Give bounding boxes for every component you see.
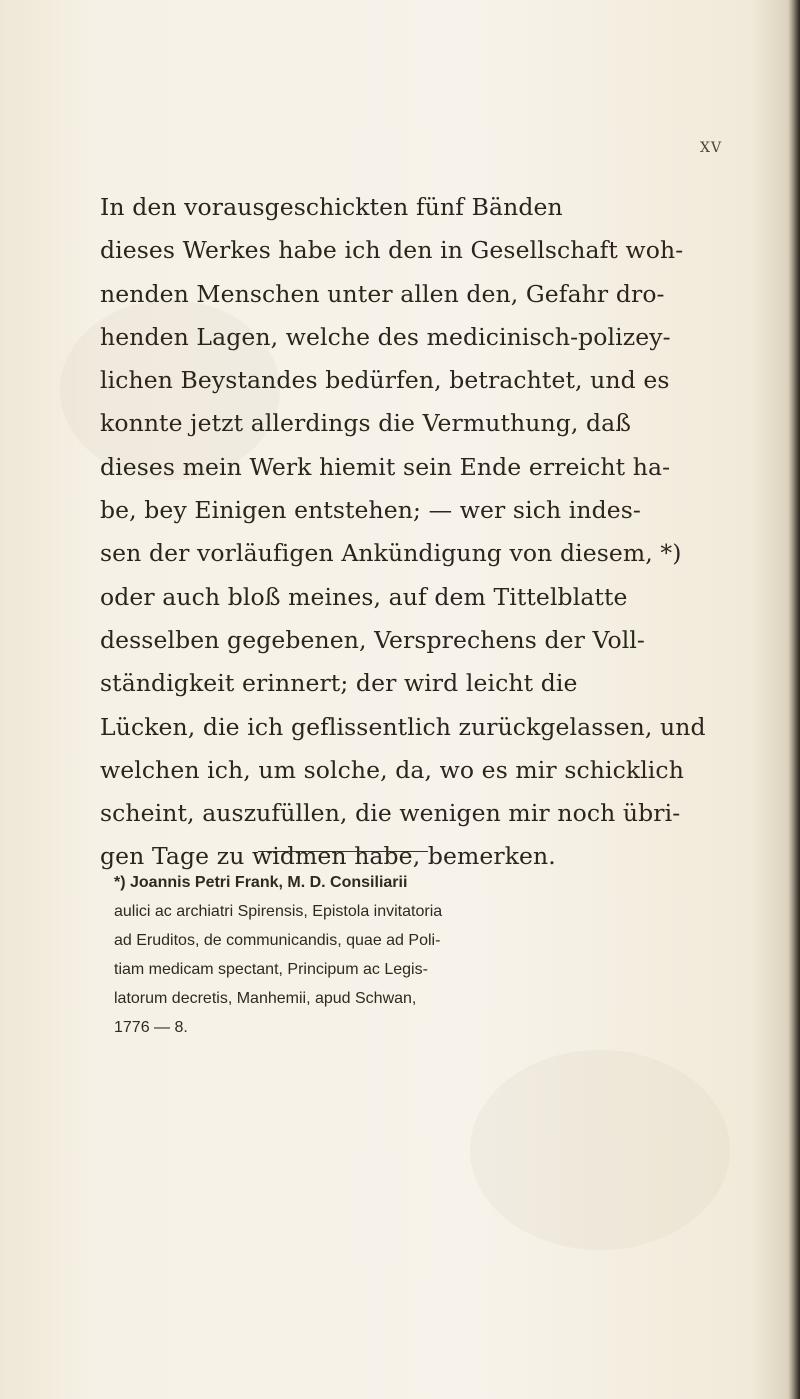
text-line: henden Lagen, welche des medicinisch-polizey- — [100, 322, 671, 351]
text-line: ständigkeit erinnert; der wird leicht die — [100, 669, 578, 698]
text-line: dieses Werkes habe ich den in Gesellschaft woh- — [100, 236, 684, 265]
text-line: welchen ich, um solche, da, wo es mir schicklich — [100, 755, 684, 784]
text-line: In den vorausgeschickten fünf Bänden — [100, 193, 563, 221]
footnote-line: ad Eruditos, de communicandis, quae ad Poli- — [114, 932, 441, 949]
text-line: scheint, auszufüllen, die wenigen mir noch übri- — [100, 799, 681, 828]
text-line: Lücken, die ich geflissentlich zurückgelassen, und — [100, 712, 706, 741]
main-text — [100, 186, 740, 879]
page-edge-shadow — [788, 0, 800, 1399]
footnote-line: latorum decretis, Manhemii, apud Schwan, — [114, 990, 417, 1007]
page-number: XV — [700, 140, 723, 156]
text-line: lichen Beystandes bedürfen, betrachtet, und es — [100, 366, 670, 395]
footnote-line: aulici ac archiatri Spirensis, Epistola invitatoria — [114, 903, 443, 920]
text-line: konnte jetzt allerdings die Vermuthung, daß — [100, 409, 632, 438]
text-line: dieses mein Werk hiemit sein Ende erreicht ha- — [100, 452, 671, 481]
text-line: gen Tage zu widmen habe, bemerken. — [100, 842, 556, 871]
footnote-divider — [258, 851, 428, 852]
text-line: nenden Menschen unter allen den, Gefahr dro- — [100, 279, 665, 308]
text-line: sen der vorläufigen Ankündigung von diesem, *) — [100, 539, 682, 568]
paper-stain — [470, 1050, 730, 1250]
footnote-line: tiam medicam spectant, Principum ac Legis- — [114, 961, 428, 978]
footnote-line: 1776 — 8. — [114, 1019, 188, 1036]
footnote — [114, 868, 754, 1042]
text-line: oder auch bloß meines, auf dem Tittelblatte — [100, 582, 628, 611]
footnote-line: *) Joannis Petri Frank, M. D. Consiliarii — [114, 874, 408, 891]
text-line: desselben gegebenen, Versprechens der Voll- — [100, 625, 645, 654]
text-line: be, bey Einigen entstehen; — wer sich indes- — [100, 496, 641, 525]
